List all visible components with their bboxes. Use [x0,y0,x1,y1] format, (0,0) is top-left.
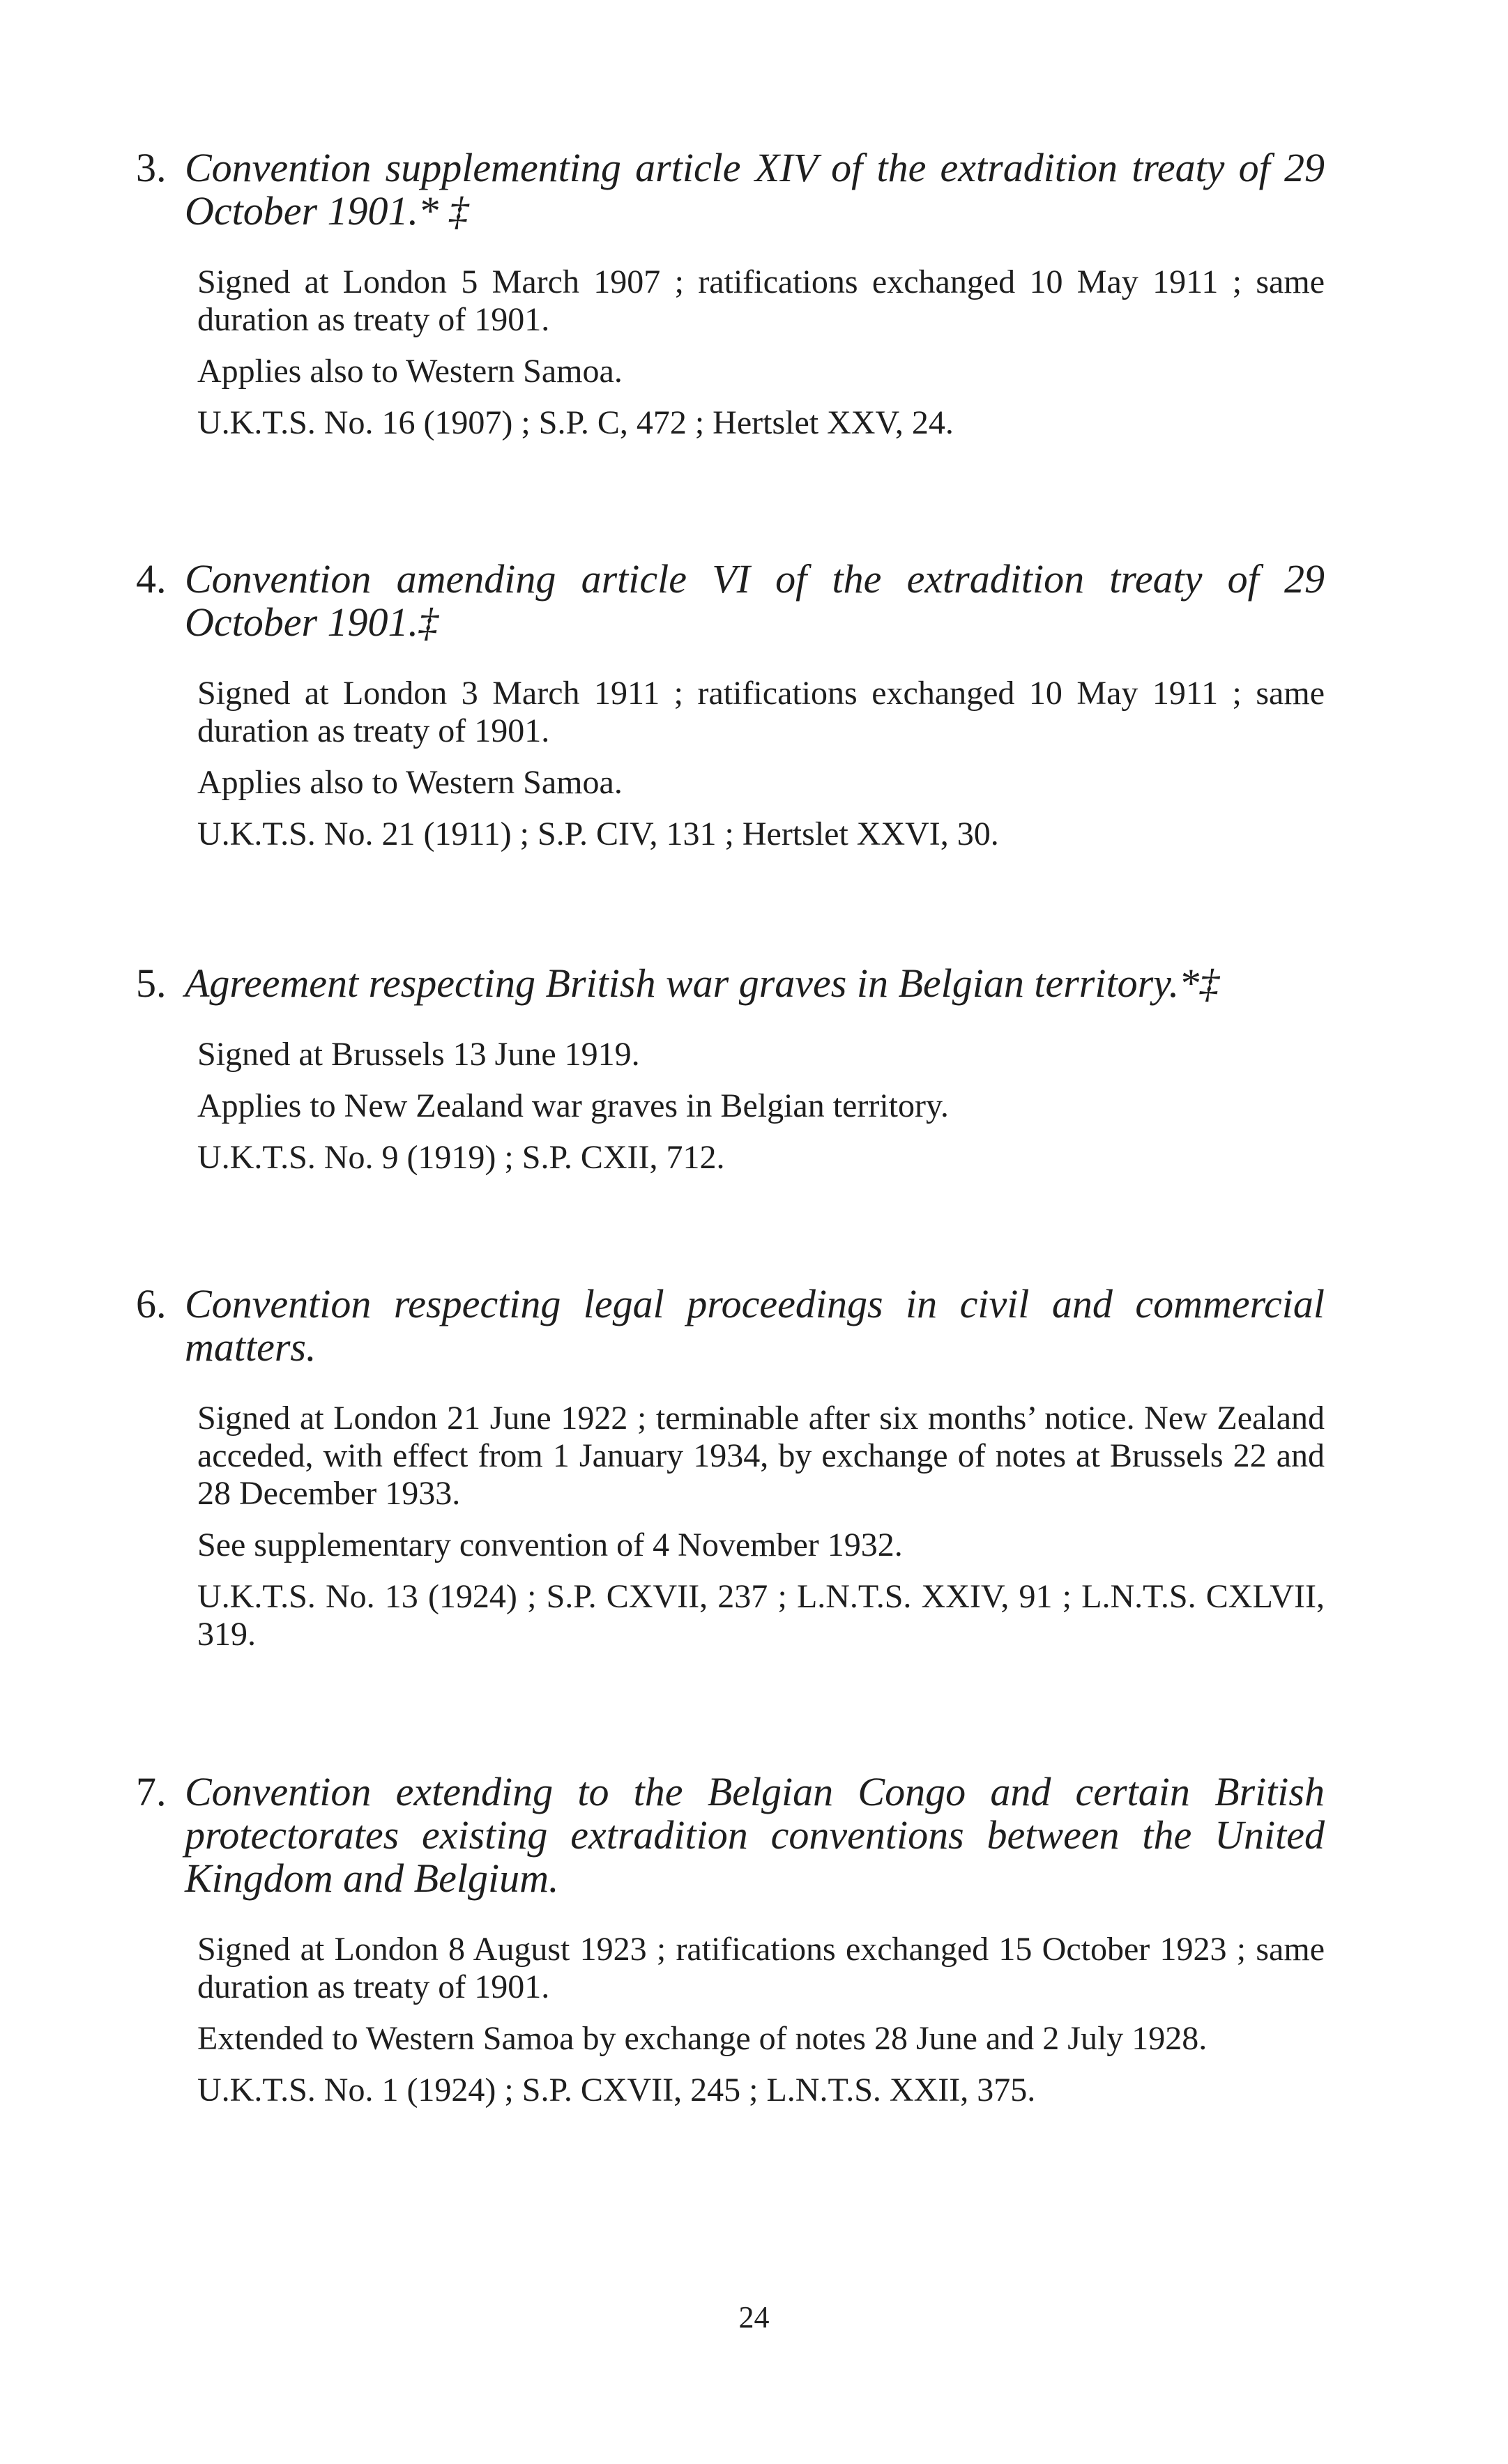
entry-heading [136,962,1325,1005]
entry-title: Convention respecting legal proceedings in civil and commercial matters. [185,1281,1325,1370]
supplementary-note: See supplementary convention of 4 November 1932. [197,1526,903,1563]
references: U.K.T.S. No. 1 (1924) ; S.P. CXVII, 245 ; L.N.T.S. XXII, 375. [197,2072,1036,2109]
entry-number: 7. [136,1769,167,1814]
entry-number: 6. [136,1281,167,1326]
references: U.K.T.S. No. 16 (1907) ; S.P. C, 472 ; Hertslet XXV, 24. [197,404,954,441]
signature-details: Signed at London 5 March 1907 ; ratifications exchanged 10 May 1911 ; same duration as treaty of 1901. [197,263,1325,338]
entry-heading [136,1770,1325,1900]
entry-heading [136,146,1325,233]
entry-number: 3. [136,145,167,190]
treaty-entry-6 [136,1283,1325,1653]
treaty-entry-3 [136,146,1325,442]
signature-details: Signed at London 8 August 1923 ; ratifications exchanged 15 October 1923 ; same duration as treaty of 1901. [197,1931,1325,2005]
references: U.K.T.S. No. 9 (1919) ; S.P. CXII, 712. [197,1139,725,1176]
entry-title: Agreement respecting British war graves in Belgian territory.*‡ [185,961,1220,1006]
entry-number: 5. [136,961,167,1006]
application-note: Applies also to Western Samoa. [197,764,623,801]
references: U.K.T.S. No. 13 (1924) ; S.P. CXVII, 237 ; L.N.T.S. XXIV, 91 ; L.N.T.S. CXLVII, 319. [197,1578,1325,1653]
signature-details: Signed at London 3 March 1911 ; ratifications exchanged 10 May 1911 ; same duration as treaty of 1901. [197,675,1325,749]
entry-number: 4. [136,556,167,602]
entry-heading [136,558,1325,644]
page-number: 24 [738,2300,770,2334]
entry-title: Convention supplementing article XIV of the extradition treaty of 29 October 1901.* ‡ [185,145,1325,234]
treaty-entry-5 [136,962,1325,1177]
application-note: Applies also to Western Samoa. [197,353,623,390]
entry-title: Convention amending article VI of the extradition treaty of 29 October 1901.‡ [185,556,1325,645]
entry-title: Convention extending to the Belgian Congo and certain British protectorates existing extradition conventions between the United Kingdom and Belgium. [185,1769,1325,1901]
application-note: Applies to New Zealand war graves in Belgian territory. [197,1087,949,1124]
treaty-entry-4 [136,558,1325,853]
signature-details: Signed at Brussels 13 June 1919. [197,1036,640,1073]
references: U.K.T.S. No. 21 (1911) ; S.P. CIV, 131 ; Hertslet XXVI, 30. [197,816,999,852]
entry-heading [136,1283,1325,1369]
treaty-entry-7 [136,1770,1325,2109]
signature-details: Signed at London 21 June 1922 ; terminable after six months’ notice. New Zealand acceded, with effect from 1 January 1934, by exchange of notes at Brussels 22 and 28 December 1933. [197,1400,1325,1512]
extension-note: Extended to Western Samoa by exchange of notes 28 June and 2 July 1928. [197,2020,1208,2057]
